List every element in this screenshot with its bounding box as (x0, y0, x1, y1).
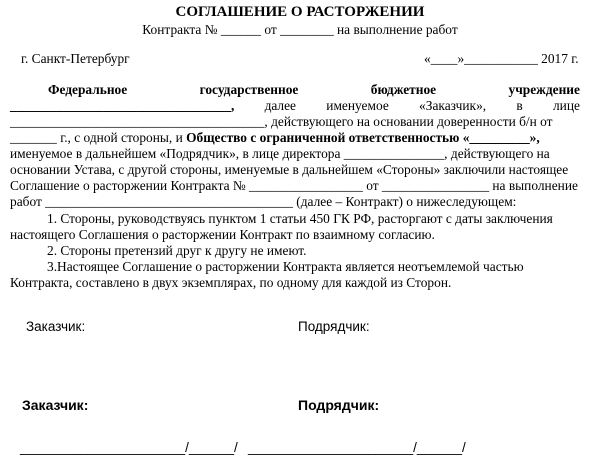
word: учреждение (508, 82, 580, 97)
word: далее (264, 98, 297, 113)
text-line-7: Соглашение о расторжении Контракта № _________________ от ________________ на выполнение (10, 178, 578, 193)
party-line-2 (10, 98, 580, 114)
word: именуемое (326, 98, 389, 113)
customer-name-blank: _________________________________, (10, 98, 235, 113)
clause-1-line-1: 1. Стороны, руководствуясь пунктом 1 статьи 450 ГК РФ, расторгают с даты заключения (47, 211, 553, 226)
word: бюджетное (370, 82, 437, 97)
document-subtitle: Контракта № ______ от ________ на выполнение работ (142, 22, 458, 37)
party-line-1 (48, 82, 580, 98)
city: г. Санкт-Петербург (21, 51, 130, 66)
customer-signature-label: Заказчик: (22, 397, 89, 413)
date: «____»___________ 2017 г. (424, 51, 579, 66)
contractor-signature-line: ______________________/______/ (248, 440, 466, 455)
word: Федеральное (48, 82, 128, 97)
clause-2: 2. Стороны претензий друг к другу не имеют. (47, 243, 307, 258)
document-title: СОГЛАШЕНИЕ О РАСТОРЖЕНИИ (175, 4, 425, 20)
text-line-3: ______________________________________, действующего на основании доверенности б/н от (10, 114, 553, 129)
text-line-8: работ _____________________________________ (далее – Контракт) о нижеследующем: (10, 194, 517, 209)
contractor-name: Общество с ограниченной ответственностью «_________», (186, 130, 540, 145)
contractor-signature-label: Подрядчик: (298, 397, 380, 413)
word: государственное (199, 82, 299, 97)
word: «Заказчик», (419, 98, 487, 113)
text-line-4 (10, 130, 540, 146)
clause-3-line-2: Контракта, составлено в двух экземплярах, по одному для каждой из Сторон. (10, 275, 452, 290)
clause-1-line-2: настоящего Соглашения о расторжении Контракт по взаимному согласию. (10, 227, 435, 242)
customer-label: Заказчик: (26, 319, 86, 334)
text-line-5: именуемое в дальнейшем «Подрядчик», в лице директора _______________, действующего на (10, 146, 550, 161)
customer-signature-line: ______________________/______/ (20, 440, 238, 455)
text-fragment: _______ г., с одной стороны, и (10, 130, 183, 145)
clause-3-line-1: 3.Настоящее Соглашение о расторжении Контракта является неотъемлемой частью (47, 259, 524, 274)
text-line-6: основании Устава, с другой стороны, именуемые в дальнейшем «Стороны» заключили настоящее (10, 162, 569, 177)
contractor-label: Подрядчик: (298, 319, 370, 334)
word: в (516, 98, 523, 113)
word: лице (552, 98, 580, 113)
